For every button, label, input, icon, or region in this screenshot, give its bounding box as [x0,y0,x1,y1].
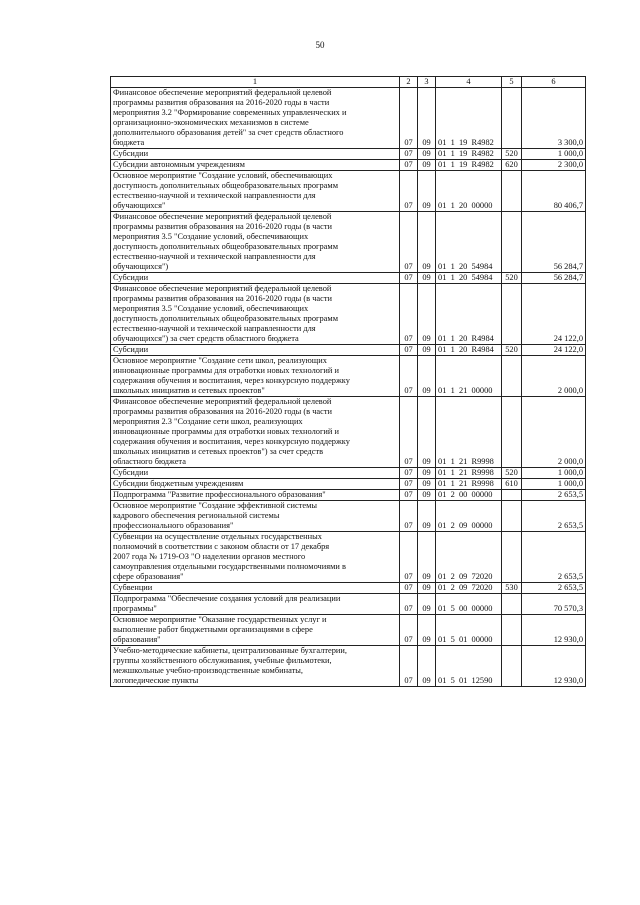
row-subsection-code: 09 [418,397,436,468]
header-col-5: 5 [502,77,522,88]
row-name-cell: Основное мероприятие "Создание эффективной системы кадрового обеспечения региональной системы профессионального образования" [111,501,400,532]
table-row [111,490,586,501]
row-subsection-code: 09 [418,88,436,149]
row-section-code: 07 [400,532,418,583]
row-section-code: 07 [400,594,418,615]
row-name-cell: Субсидии [111,345,400,356]
row-target-article-code: 01 1 19 R4982 [436,160,502,171]
table-header-row [111,77,586,88]
row-name-cell: Субвенции [111,583,400,594]
row-section-code: 07 [400,88,418,149]
row-target-article-code: 01 2 09 72020 [436,532,502,583]
row-target-article-code: 01 5 01 12590 [436,646,502,687]
row-subsection-code: 09 [418,345,436,356]
row-amount: 2 000,0 [522,397,586,468]
row-target-article-code: 01 1 20 R4984 [436,345,502,356]
row-amount: 24 122,0 [522,345,586,356]
table-row [111,468,586,479]
row-amount: 56 284,7 [522,273,586,284]
row-section-code: 07 [400,479,418,490]
row-name-cell: Субсидии [111,273,400,284]
row-subsection-code: 09 [418,501,436,532]
table-row [111,356,586,397]
table-row [111,501,586,532]
row-target-article-code: 01 1 19 R4982 [436,149,502,160]
row-name-cell: Субсидии бюджетным учреждениям [111,479,400,490]
row-amount: 3 300,0 [522,88,586,149]
row-expense-type-code: 520 [502,468,522,479]
row-name-cell: Субсидии [111,468,400,479]
row-section-code: 07 [400,171,418,212]
row-name-cell: Учебно-методические кабинеты, централизованные бухгалтерии, группы хозяйственного обслуживания, учебные фильмотеки, межшкольные учебно-производственные комбинаты, логопедические пункты [111,646,400,687]
row-amount: 24 122,0 [522,284,586,345]
row-subsection-code: 09 [418,532,436,583]
row-subsection-code: 09 [418,356,436,397]
row-amount: 2 653,5 [522,501,586,532]
row-subsection-code: 09 [418,160,436,171]
row-subsection-code: 09 [418,583,436,594]
row-subsection-code: 09 [418,468,436,479]
row-name-cell: Субсидии [111,149,400,160]
header-col-3: 3 [418,77,436,88]
row-target-article-code: 01 2 09 00000 [436,501,502,532]
row-expense-type-code [502,356,522,397]
row-section-code: 07 [400,160,418,171]
row-amount: 70 570,3 [522,594,586,615]
table-row [111,284,586,345]
row-subsection-code: 09 [418,646,436,687]
row-section-code: 07 [400,583,418,594]
row-name-cell: Подпрограмма "Обеспечение создания условий для реализации программы" [111,594,400,615]
header-col-1: 1 [111,77,400,88]
row-expense-type-code: 520 [502,273,522,284]
row-target-article-code: 01 1 20 54984 [436,212,502,273]
row-expense-type-code [502,646,522,687]
row-section-code: 07 [400,149,418,160]
header-col-4: 4 [436,77,502,88]
row-target-article-code: 01 5 00 00000 [436,594,502,615]
row-amount: 80 406,7 [522,171,586,212]
row-expense-type-code [502,594,522,615]
table-row [111,594,586,615]
row-amount: 2 653,5 [522,532,586,583]
row-subsection-code: 09 [418,212,436,273]
row-expense-type-code: 610 [502,479,522,490]
table-row [111,583,586,594]
row-expense-type-code [502,532,522,583]
row-amount: 12 930,0 [522,615,586,646]
row-target-article-code: 01 2 09 72020 [436,583,502,594]
row-target-article-code: 01 2 00 00000 [436,490,502,501]
page-number: 50 [315,40,325,50]
row-target-article-code: 01 1 21 R9998 [436,479,502,490]
row-section-code: 07 [400,273,418,284]
row-section-code: 07 [400,284,418,345]
row-expense-type-code [502,212,522,273]
row-subsection-code: 09 [418,615,436,646]
table-row [111,615,586,646]
row-expense-type-code: 530 [502,583,522,594]
row-expense-type-code: 520 [502,149,522,160]
row-section-code: 07 [400,397,418,468]
row-amount: 2 653,5 [522,490,586,501]
header-col-6: 6 [522,77,586,88]
row-name-cell: Основное мероприятие "Оказание государственных услуг и выполнение работ бюджетными организациями в сфере образования" [111,615,400,646]
table-row [111,345,586,356]
row-name-cell: Субвенции на осуществление отдельных государственных полномочий в соответствии с законом области от 17 декабря 2007 года № 1719-ОЗ "О наделении органов местного самоуправления отдельными государственными полномочиями в сфере образования" [111,532,400,583]
row-target-article-code: 01 1 20 54984 [436,273,502,284]
row-amount: 2 300,0 [522,160,586,171]
row-expense-type-code [502,397,522,468]
table-row [111,397,586,468]
budget-table [110,76,586,687]
table-row [111,532,586,583]
row-section-code: 07 [400,345,418,356]
table-row [111,149,586,160]
row-section-code: 07 [400,615,418,646]
row-expense-type-code [502,615,522,646]
row-expense-type-code [502,501,522,532]
table-row [111,646,586,687]
row-subsection-code: 09 [418,284,436,345]
row-target-article-code: 01 1 21 R9998 [436,397,502,468]
row-name-cell: Основное мероприятие "Создание сети школ, реализующих инновационные программы для отработки новых технологий и содержания обучения и воспитания, через конкурсную поддержку школьных инициатив и сетевых проектов" [111,356,400,397]
row-expense-type-code: 620 [502,160,522,171]
row-section-code: 07 [400,490,418,501]
row-target-article-code: 01 1 21 00000 [436,356,502,397]
row-target-article-code: 01 1 20 R4984 [436,284,502,345]
row-section-code: 07 [400,356,418,397]
row-name-cell: Подпрограмма "Развитие профессионального образования" [111,490,400,501]
row-name-cell: Субсидии автономным учреждениям [111,160,400,171]
header-col-2: 2 [400,77,418,88]
row-target-article-code: 01 1 21 R9998 [436,468,502,479]
row-name-cell: Основное мероприятие "Создание условий, обеспечивающих доступность дополнительных общеобразовательных программ естественно-научной и технической направленности для обучающихся" [111,171,400,212]
row-amount: 12 930,0 [522,646,586,687]
row-subsection-code: 09 [418,594,436,615]
row-target-article-code: 01 1 20 00000 [436,171,502,212]
row-amount: 2 000,0 [522,356,586,397]
row-amount: 1 000,0 [522,468,586,479]
row-name-cell: Финансовое обеспечение мероприятий федеральной целевой программы развития образования на 2016-2020 годы (в части мероприятия 3.5 "Создание условий, обеспечивающих доступность дополнительных общеобразовательных программ естественно-научной и технической направленности для обучающихся") [111,212,400,273]
row-name-cell: Финансовое обеспечение мероприятий федеральной целевой программы развития образования на 2016-2020 годы (в части мероприятия 2.3 "Создание сети школ, реализующих инновационные программы для отработки новых технологий и содержания обучения и воспитания, через конкурсную поддержку школьных инициатив и сетевых проектов") за счет средств областного бюджета [111,397,400,468]
table-row [111,171,586,212]
row-section-code: 07 [400,468,418,479]
row-amount: 2 653,5 [522,583,586,594]
row-target-article-code: 01 5 01 00000 [436,615,502,646]
row-section-code: 07 [400,212,418,273]
row-subsection-code: 09 [418,479,436,490]
row-expense-type-code [502,171,522,212]
row-expense-type-code [502,490,522,501]
row-section-code: 07 [400,501,418,532]
table-row [111,273,586,284]
row-amount: 1 000,0 [522,149,586,160]
row-expense-type-code [502,284,522,345]
row-expense-type-code: 520 [502,345,522,356]
table-row [111,88,586,149]
row-name-cell: Финансовое обеспечение мероприятий федеральной целевой программы развития образования на 2016-2020 годы в части мероприятия 3.2 "Формирование современных управленческих и организационно-экономических механизмов в системе дополнительного образования детей" за счет средств областного бюджета [111,88,400,149]
row-amount: 56 284,7 [522,212,586,273]
row-amount: 1 000,0 [522,479,586,490]
row-subsection-code: 09 [418,273,436,284]
table-row [111,160,586,171]
row-subsection-code: 09 [418,149,436,160]
row-subsection-code: 09 [418,490,436,501]
row-subsection-code: 09 [418,171,436,212]
row-expense-type-code [502,88,522,149]
row-target-article-code: 01 1 19 R4982 [436,88,502,149]
row-section-code: 07 [400,646,418,687]
table-row [111,479,586,490]
table-row [111,212,586,273]
row-name-cell: Финансовое обеспечение мероприятий федеральной целевой программы развития образования на 2016-2020 годы (в части мероприятия 3.5 "Создание условий, обеспечивающих доступность дополнительных общеобразовательных программ естественно-научной и технической направленности для обучающихся") за счет средств областного бюджета [111,284,400,345]
